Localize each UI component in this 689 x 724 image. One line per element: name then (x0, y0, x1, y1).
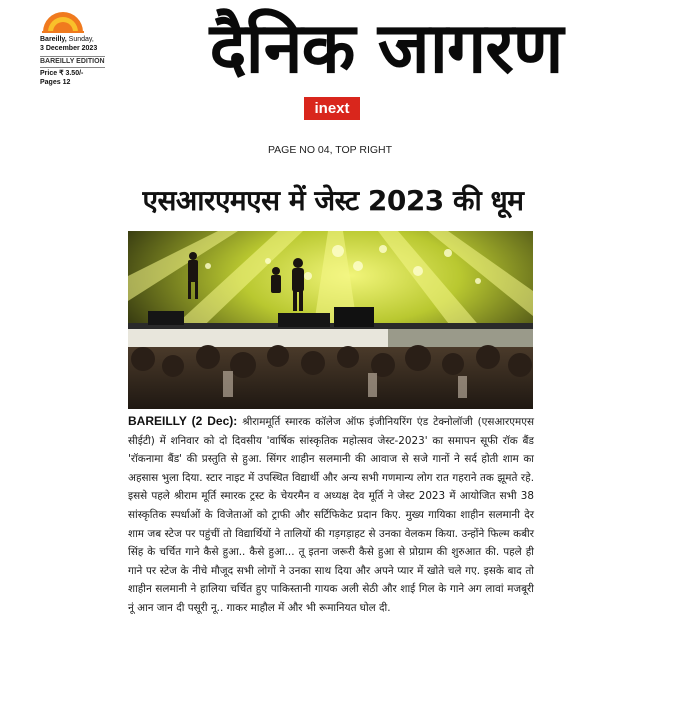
sun-logo-icon (40, 4, 86, 34)
article-headline: एसआरएमएस में जेस्ट 2023 की धूम (142, 184, 524, 217)
edition-day: Sunday, (68, 36, 94, 43)
newspaper-masthead-title: दैनिक जागरण (209, 7, 563, 89)
edition-date: 3 December 2023 (40, 45, 98, 52)
concert-stage-photo (128, 231, 533, 409)
page-reference: PAGE NO 04, TOP RIGHT (267, 144, 393, 156)
article-dateline: BAREILLY (2 Dec): (128, 414, 238, 428)
edition-price: Price ₹ 3.50/- (40, 70, 84, 77)
edition-city-day (40, 36, 94, 44)
edition-name: BAREILLY EDITION (40, 56, 105, 68)
edition-pages: Pages 12 (40, 79, 71, 86)
article-body (128, 412, 534, 618)
article-body-text: श्रीराममूर्ति स्मारक कॉलेज ऑफ इंजीनियरिंग एंड टेक्नोलॉजी (एसआरएमएस सीईटी) में शनिवार को दो दिवसीय 'वार्षिक सांस्कृतिक महोत्सव जेस्ट-2023' का समापन सूफी रॉक बैंड 'रॉकनामा बैंड' की प्रस्तुति से हुआ. सिंगर शाहीन सलमानी की आवाज से सजे गानों ने सर्द होती शाम का अहसास भुला दिया. स्टार नाइट में उपस्थित विद्यार्थी और अन्य सभी गणमान्य लोग रात गहराने तक झूमते रहे. इससे पहले श्रीराम मूर्ति स्मारक ट्रस्ट के चेयरमैन व अध्यक्ष देव मूर्ति ने जेस्ट 2023 में आयोजित सभी 38 सांस्कृतिक स्पर्धाओं के विजेताओं को ट्राफी और सर्टिफिकेट प्रदान किए. मुख्य गायिका शाहीन सलमानी देर शाम जब स्टेज पर पहुंचीं तो विद्यार्थियों ने तालियों की गड़गड़ाहट से उनका वेलकम किया. उन्होंने फिल्म कबीर सिंह के चर्चित गाने कैसे हुआ.. कैसे हुआ... तू इतना जरूरी कैसे हुआ से प्रोग्राम की शुरुआत की. पहले ही गाने पर स्टेज के नीचे मौजूद सभी लोगों ने उनका साथ दिया और अपने प्यार में खोते चले गए. इसके बाद तो शाहीन सलमानी ने हालिया चर्चित हुए पाकिस्तानी गायक अली सेठी और शाई गिल के गाने अग लावां मजबूरी नूं आन जान दी पसूरी नू.. गाकर माहौल में और भी रूमानियत घोल दी. (128, 416, 534, 614)
edition-city: Bareilly, (40, 36, 67, 43)
inext-logo-badge: inext (304, 97, 360, 120)
concert-photo-illustration (128, 231, 533, 409)
